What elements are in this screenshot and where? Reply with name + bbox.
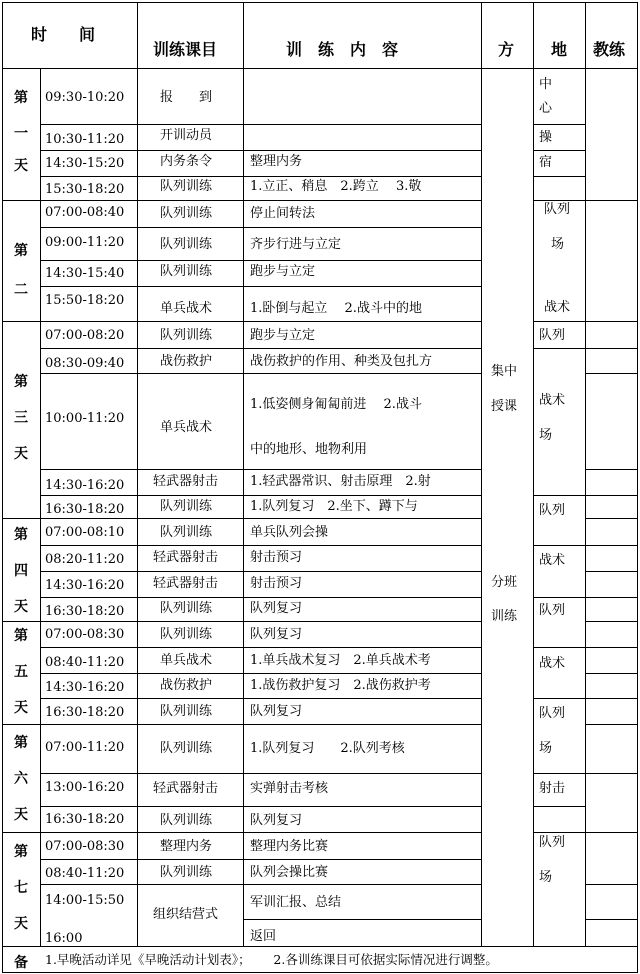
row-time: 08:40-11:20 [45,655,125,670]
place-text: 场 [539,741,553,756]
row-course: 轻武器射击 [153,781,219,796]
row-time: 15:50-18:20 [45,293,125,308]
row-course: 队列训练 [160,865,213,880]
row-time: 16:30-18:20 [45,604,125,619]
notes-text: 1.早晚活动详见《早晚活动计划表》； 2.各训练课目可依据实际情况进行调整。 [45,952,498,967]
header-place: 地 [551,40,568,59]
row-time: 15:30-18:20 [45,182,125,197]
place-text: 中 [539,77,553,92]
row-content: 军训汇报、总结 [250,895,342,910]
row-course: 轻武器射击 [153,576,219,591]
place-text: 队列 [544,202,571,217]
row-content: 1.战伤救护复习 2.战伤救护考 [250,678,431,693]
row-course: 报 到 [160,90,213,105]
row-content: 1.低姿侧身匍匐前进 2.战斗 [250,397,422,412]
row-time: 09:00-11:20 [45,235,125,250]
place-text: 战术 [544,300,571,315]
method-text: 集中 [491,364,518,379]
row-time: 07:00-08:40 [45,205,125,220]
day-label: 六 [14,771,28,787]
row-content: 1.单兵战术复习 2.单兵战术考 [250,653,431,668]
row-content: 实弹射击考核 [250,781,329,796]
row-course: 战伤救护 [160,354,213,369]
day-label: 四 [14,563,28,579]
row-time: 08:40-11:20 [45,866,125,881]
row-course: 战伤救护 [160,678,213,693]
place-text: 宿 [539,155,553,170]
row-content: 射击预习 [250,576,303,591]
row-time: 16:30-18:20 [45,812,125,827]
row-content: 队列复习 [250,704,303,719]
row-course: 单兵战术 [160,301,213,316]
row-time: 08:20-11:20 [45,552,125,567]
row-time: 10:00-11:20 [45,411,125,426]
place-text: 场 [551,237,565,252]
row-content: 1.队列复习 2.坐下、蹲下与 [250,499,418,514]
method-text: 授课 [491,399,518,414]
row-course: 队列训练 [160,264,213,279]
method-text: 分班 [491,575,518,590]
day-label: 天 [14,807,28,823]
row-course: 单兵战术 [160,420,213,435]
row-time: 07:00-08:30 [45,627,125,642]
row-time: 14:30-15:20 [45,156,125,171]
row-content: 射击预习 [250,550,303,565]
day-label: 第 [14,628,28,644]
row-course: 队列训练 [160,179,213,194]
row-content: 战伤救护的作用、种类及包扎方 [250,354,433,369]
row-content: 队列复习 [250,813,303,828]
row-course: 队列训练 [160,704,213,719]
header-instructor: 教练 [593,40,626,59]
row-course: 组织结营式 [153,907,219,922]
row-course: 队列训练 [160,499,213,514]
row-content: 1.卧倒与起立 2.战斗中的地 [250,301,422,316]
day-label: 第 [14,844,28,860]
day-label: 一 [14,126,28,142]
place-text: 战术 [539,656,566,671]
row-course: 轻武器射击 [153,474,219,489]
row-course: 队列训练 [160,206,213,221]
method-text: 训练 [491,609,518,624]
row-course: 队列训练 [160,525,213,540]
row-time: 08:30-09:40 [45,356,125,371]
header-method: 方 [498,40,515,59]
row-content: 队列会操比赛 [250,865,329,880]
day-label: 三 [14,410,28,426]
day-label: 天 [14,700,28,716]
row-time: 14:00-15:50 [45,893,125,908]
row-course: 队列训练 [160,813,213,828]
place-text: 队列 [539,503,566,518]
row-time: 14:30-16:20 [45,478,125,493]
row-course: 队列训练 [160,328,213,343]
row-content: 1.队列复习 2.队列考核 [250,741,405,756]
row-course: 单兵战术 [160,653,213,668]
row-content: 队列复习 [250,627,303,642]
row-course: 开训动员 [160,128,213,143]
place-text: 队列 [539,706,566,721]
row-course: 队列训练 [160,601,213,616]
row-course: 队列训练 [160,741,213,756]
day-label: 二 [14,282,28,298]
row-course: 队列训练 [160,627,213,642]
row-content: 1.轻武器常识、射击原理 2.射 [250,474,431,489]
row-time: 16:00 [45,931,83,946]
row-content: 跑步与立定 [250,328,316,343]
row-time: 07:00-08:20 [45,328,125,343]
place-text: 心 [539,101,553,116]
header-content: 训 练 内 容 [286,40,399,59]
day-label: 第 [14,374,28,390]
header-time: 时 间 [31,25,96,44]
place-text: 队列 [539,835,566,850]
row-content: 齐步行进与立定 [250,237,342,252]
row-time: 14:30-15:40 [45,266,125,281]
row-time: 14:30-16:20 [45,680,125,695]
row-content: 跑步与立定 [250,264,316,279]
row-time: 13:00-16:20 [45,780,125,795]
row-content: 整理内务 [250,154,303,169]
row-content: 整理内务比赛 [250,839,329,854]
row-course: 队列训练 [160,237,213,252]
day-label: 第 [14,243,28,259]
row-time: 09:30-10:20 [45,90,125,105]
place-text: 战术 [539,553,566,568]
row-time: 07:00-08:30 [45,839,125,854]
day-label: 七 [14,880,28,896]
row-content: 停止间转法 [250,206,316,221]
row-content: 队列复习 [250,601,303,616]
notes-label: 备 [14,955,28,971]
place-text: 射击 [539,781,566,796]
place-text: 场 [539,870,553,885]
row-course: 内务条令 [160,154,213,169]
day-label: 天 [14,446,28,462]
row-time: 07:00-11:20 [45,740,125,755]
place-text: 队列 [539,328,566,343]
row-content: 返回 [250,929,277,944]
row-course: 整理内务 [160,839,213,854]
row-course: 轻武器射击 [153,550,219,565]
place-text: 战术 [539,393,566,408]
row-time: 16:30-18:20 [45,705,125,720]
place-text: 操 [539,130,553,145]
row-content: 单兵队列会操 [250,525,329,540]
day-label: 天 [14,599,28,615]
day-label: 天 [14,916,28,932]
day-label: 第 [14,527,28,543]
row-time: 07:00-08:10 [45,525,125,540]
place-text: 场 [539,428,553,443]
header-course: 训练课目 [153,40,218,59]
day-label: 五 [14,664,28,680]
place-text: 队列 [539,603,566,618]
row-time: 14:30-16:20 [45,578,125,593]
day-label: 天 [14,158,28,174]
day-label: 第 [14,735,28,751]
row-time: 16:30-18:20 [45,502,125,517]
day-label: 第 [14,90,28,106]
row-time: 10:30-11:20 [45,132,125,147]
row-content: 1.立正、稍息 2.跨立 3.敬 [250,179,422,194]
row-content-line2: 中的地形、地物利用 [250,442,368,457]
